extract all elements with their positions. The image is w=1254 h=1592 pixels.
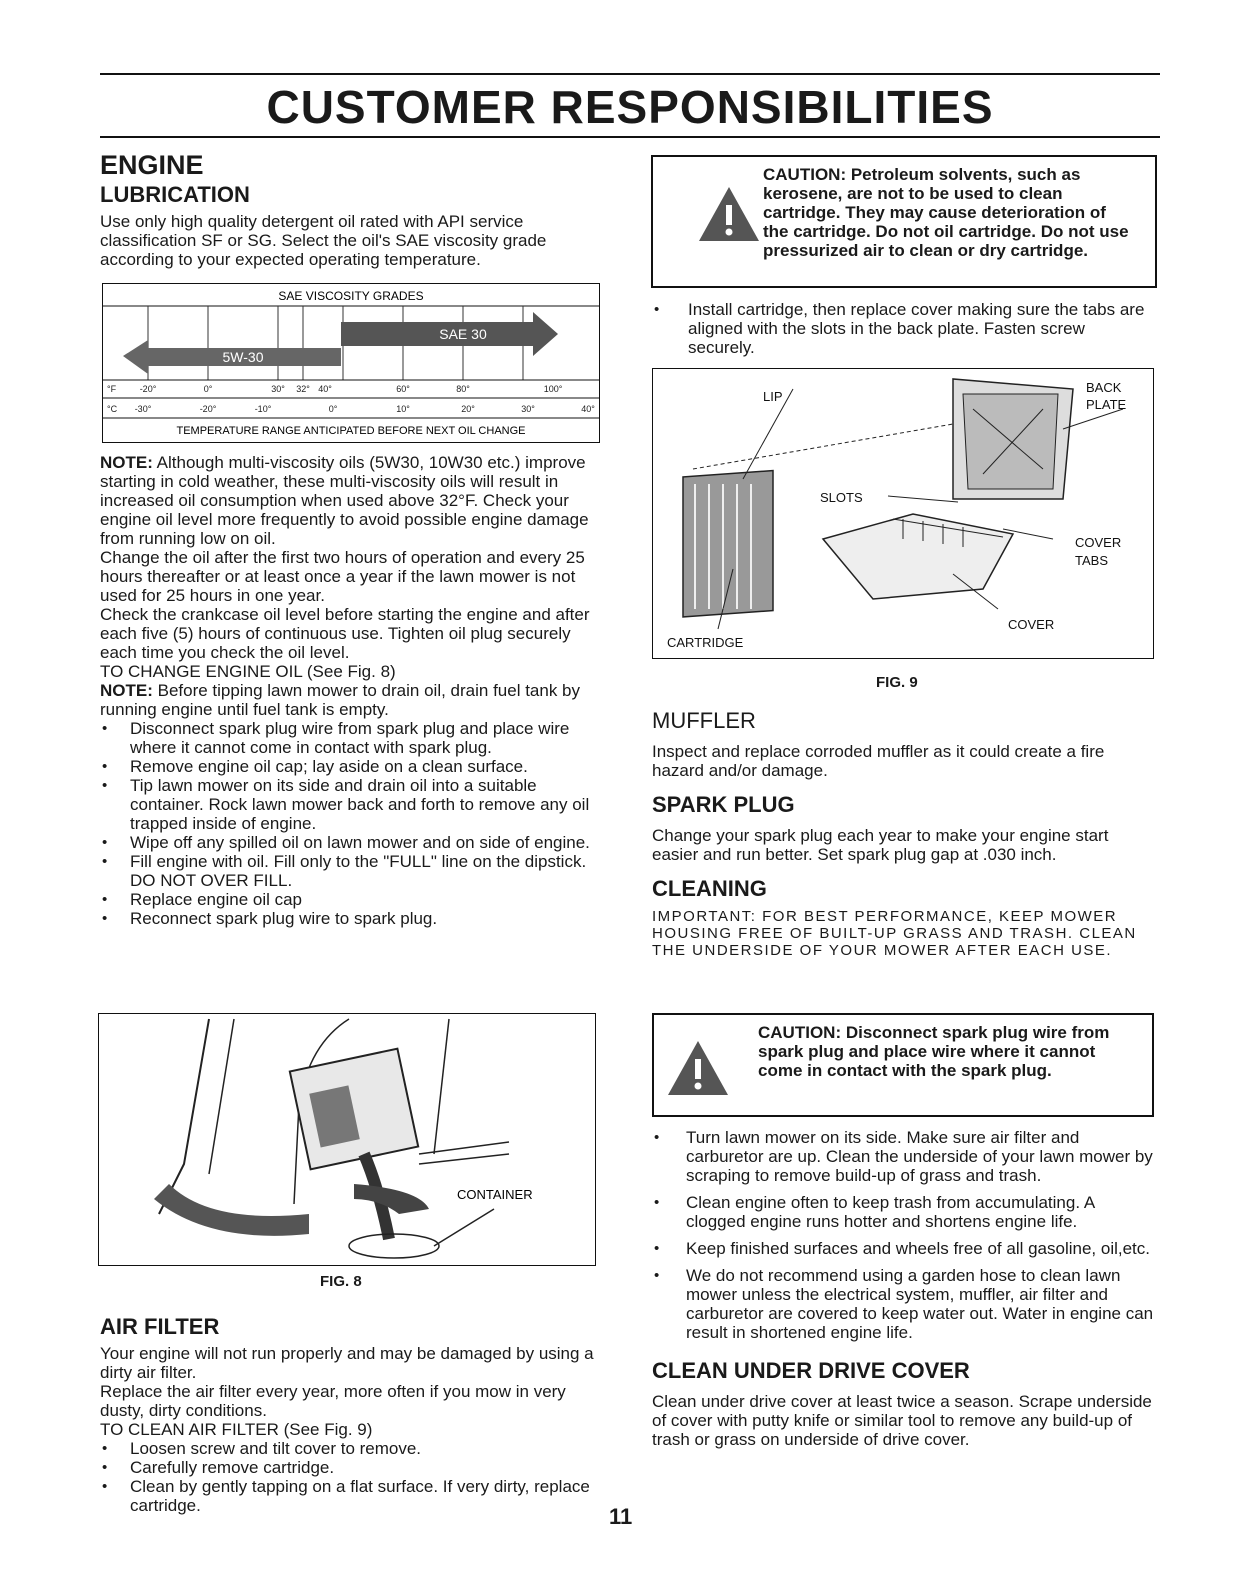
change-oil-heading: TO CHANGE ENGINE OIL (See Fig. 8) bbox=[100, 662, 396, 681]
air-filter-step: • Loosen screw and tilt cover to remove. bbox=[100, 1439, 602, 1458]
c-tick: 20° bbox=[461, 404, 475, 414]
cover-callout: COVER bbox=[1008, 617, 1055, 632]
lubrication-text: Use only high quality detergent oil rated with API service classification SF or SG. Select the oil's SAE viscosity grade according to your expected operating temperature. bbox=[100, 212, 547, 269]
c-unit: °C bbox=[107, 404, 118, 414]
cartridge-callout: CARTRIDGE bbox=[667, 635, 744, 650]
slots-callout: SLOTS bbox=[820, 490, 863, 505]
note-label: NOTE: bbox=[100, 453, 153, 472]
f-unit: °F bbox=[107, 384, 117, 394]
f-tick: -20° bbox=[139, 384, 157, 394]
oil-step: • Disconnect spark plug wire from spark plug and place wire where it cannot come in contact with spark plug. bbox=[100, 719, 602, 757]
cleaning-step: • Clean engine often to keep trash from accumulating. A clogged engine runs hotter and shortens engine life. bbox=[652, 1193, 1156, 1231]
chart-title: SAE VISCOSITY GRADES bbox=[278, 289, 424, 303]
cleaning-steps bbox=[652, 1128, 1156, 1449]
f-tick: 60° bbox=[396, 384, 410, 394]
oil-drain-drawing bbox=[99, 1014, 595, 1265]
air-filter-drawing bbox=[653, 369, 1153, 658]
note-paragraph bbox=[100, 453, 602, 548]
oil-step: • Reconnect spark plug wire to spark plug. bbox=[100, 909, 602, 928]
c-tick: -20° bbox=[199, 404, 217, 414]
air-filter-section bbox=[100, 1314, 602, 1515]
oil-step: • Wipe off any spilled oil on lawn mower and on side of engine. bbox=[100, 833, 602, 852]
cleaning-step: • Turn lawn mower on its side. Make sure air filter and carburetor are up. Clean the underside of your lawn mower by scraping to remove build-up of grass and trash. bbox=[652, 1128, 1156, 1185]
oil-step: • Replace engine oil cap bbox=[100, 890, 602, 909]
f-tick: 80° bbox=[456, 384, 470, 394]
important-text: IMPORTANT: FOR BEST PERFORMANCE, KEEP MOWER HOUSING FREE OF BUILT-UP GRASS AND TRASH. CLEAN THE UNDERSIDE OF YOUR MOWER AFTER EACH USE. bbox=[652, 908, 1137, 959]
page-title: CUSTOMER RESPONSIBILITIES bbox=[266, 81, 994, 133]
warning-triangle-icon bbox=[697, 185, 761, 243]
cover-tabs-callout-2: TABS bbox=[1075, 553, 1108, 568]
drive-cover-heading: CLEAN UNDER DRIVE COVER bbox=[652, 1358, 970, 1383]
check-oil-text: Check the crankcase oil level before starting the engine and after each five (5) hours of continuous use. Tighten oil plug securely each time you check the oil level. bbox=[100, 605, 590, 662]
sae-viscosity-chart bbox=[102, 283, 600, 443]
caution-spark-plug-text: CAUTION: Disconnect spark plug wire from spark plug and place wire where it cannot come in contact with the spark plug. bbox=[758, 1023, 1110, 1080]
left-column bbox=[100, 150, 602, 269]
note2-paragraph bbox=[100, 681, 602, 719]
muffler-heading: MUFFLER bbox=[652, 708, 756, 733]
chart-footer: TEMPERATURE RANGE ANTICIPATED BEFORE NEXT OIL CHANGE bbox=[176, 425, 526, 437]
note2-text: Before tipping lawn mower to drain oil, drain fuel tank by running engine until fuel tank is empty. bbox=[100, 681, 581, 719]
f-tick: 30° bbox=[271, 384, 285, 394]
f-tick: 40° bbox=[318, 384, 332, 394]
c-tick: 30° bbox=[521, 404, 535, 414]
c-tick: 10° bbox=[396, 404, 410, 414]
install-step-wrapper bbox=[652, 300, 1156, 357]
cleaning-step: • Keep finished surfaces and wheels free of all gasoline, oil,etc. bbox=[652, 1239, 1156, 1258]
left-column-body bbox=[100, 453, 602, 928]
lip-callout: LIP bbox=[763, 389, 783, 404]
fig8-illustration bbox=[98, 1013, 596, 1266]
note2-label: NOTE: bbox=[100, 681, 153, 700]
f-tick: 100° bbox=[543, 384, 563, 394]
muffler-text: Inspect and replace corroded muffler as it could create a fire hazard and/or damage. bbox=[652, 742, 1105, 780]
air-filter-step: • Carefully remove cartridge. bbox=[100, 1458, 602, 1477]
air-filter-heading: AIR FILTER bbox=[100, 1314, 220, 1339]
caution-box-solvents bbox=[651, 155, 1157, 288]
back-plate-callout-1: BACK bbox=[1086, 380, 1122, 395]
cleaning-step: • We do not recommend using a garden hose to clean lawn mower unless the electrical system, muffler, air filter and carburetor are covered to keep water out. Water in engine can result in shortened engine life. bbox=[652, 1266, 1156, 1342]
cleaning-heading: CLEANING bbox=[652, 876, 767, 901]
caution-box-spark-plug bbox=[652, 1013, 1154, 1117]
5w30-label: 5W-30 bbox=[222, 349, 264, 365]
caution-solvents-text: CAUTION: Petroleum solvents, such as kerosene, are not to be used to clean cartridge. They may cause deterioration of the cartridge. Do not oil cartridge. Do not use pressurized air to clean or dry cartridge. bbox=[763, 165, 1129, 260]
oil-step: • Fill engine with oil. Fill only to the "FULL" line on the dipstick. DO NOT OVER FILL. bbox=[100, 852, 602, 890]
f-tick: 32° bbox=[296, 384, 310, 394]
fig8-label: FIG. 8 bbox=[320, 1273, 362, 1290]
sae30-label: SAE 30 bbox=[439, 326, 487, 342]
top-rule bbox=[100, 73, 1160, 75]
back-plate-callout-2: PLATE bbox=[1086, 397, 1127, 412]
fig9-illustration bbox=[652, 368, 1154, 659]
note-text: Although multi-viscosity oils (5W30, 10W30 etc.) improve starting in cold weather, these multi-viscosity oils will result in increased oil consumption when used above 32°F. Check your engine oil level more frequently to avoid possible engine damage from running low on oil. bbox=[100, 453, 589, 548]
c-tick: -10° bbox=[254, 404, 272, 414]
page-number: 11 bbox=[609, 1504, 633, 1529]
clean-air-filter-heading: TO CLEAN AIR FILTER (See Fig. 9) bbox=[100, 1420, 373, 1439]
install-step: • Install cartridge, then replace cover making sure the tabs are aligned with the slots in the back plate. Fasten screw securely. bbox=[652, 300, 1156, 357]
viscosity-chart-graphic bbox=[103, 284, 599, 442]
spark-plug-heading: SPARK PLUG bbox=[652, 792, 795, 817]
oil-step: • Remove engine oil cap; lay aside on a clean surface. bbox=[100, 757, 602, 776]
change-oil-text: Change the oil after the first two hours of operation and every 25 hours thereafter or at least once a year if the lawn mower is not used for 25 hours in one year. bbox=[100, 548, 585, 605]
engine-heading: ENGINE bbox=[100, 150, 204, 180]
title-rule bbox=[100, 136, 1160, 138]
spark-plug-text: Change your spark plug each year to make your engine start easier and run better. Set spark plug gap at .030 inch. bbox=[652, 826, 1109, 864]
fig9-label: FIG. 9 bbox=[876, 674, 918, 691]
right-column-body bbox=[652, 708, 1156, 959]
c-tick: -30° bbox=[134, 404, 152, 414]
air-filter-step: • Clean by gently tapping on a flat surface. If very dirty, replace cartridge. bbox=[100, 1477, 602, 1515]
air-filter-text1: Your engine will not run properly and may be damaged by using a dirty air filter. bbox=[100, 1344, 594, 1382]
container-callout: CONTAINER bbox=[457, 1187, 533, 1202]
cover-tabs-callout-1: COVER bbox=[1075, 535, 1122, 550]
c-tick: 0° bbox=[328, 404, 338, 414]
lubrication-heading: LUBRICATION bbox=[100, 182, 250, 207]
f-tick: 0° bbox=[203, 384, 213, 394]
oil-step: • Tip lawn mower on its side and drain oil into a suitable container. Rock lawn mower back and forth to remove any oil trapped inside of engine. bbox=[100, 776, 602, 833]
warning-triangle-icon bbox=[666, 1039, 730, 1097]
air-filter-text2: Replace the air filter every year, more often if you mow in very dusty, dirty conditions. bbox=[100, 1382, 566, 1420]
drive-cover-text: Clean under drive cover at least twice a season. Scrape underside of cover with putty knife or similar tool to remove any build-up of trash or grass on underside of drive cover. bbox=[652, 1392, 1152, 1449]
c-tick: 40° bbox=[581, 404, 595, 414]
